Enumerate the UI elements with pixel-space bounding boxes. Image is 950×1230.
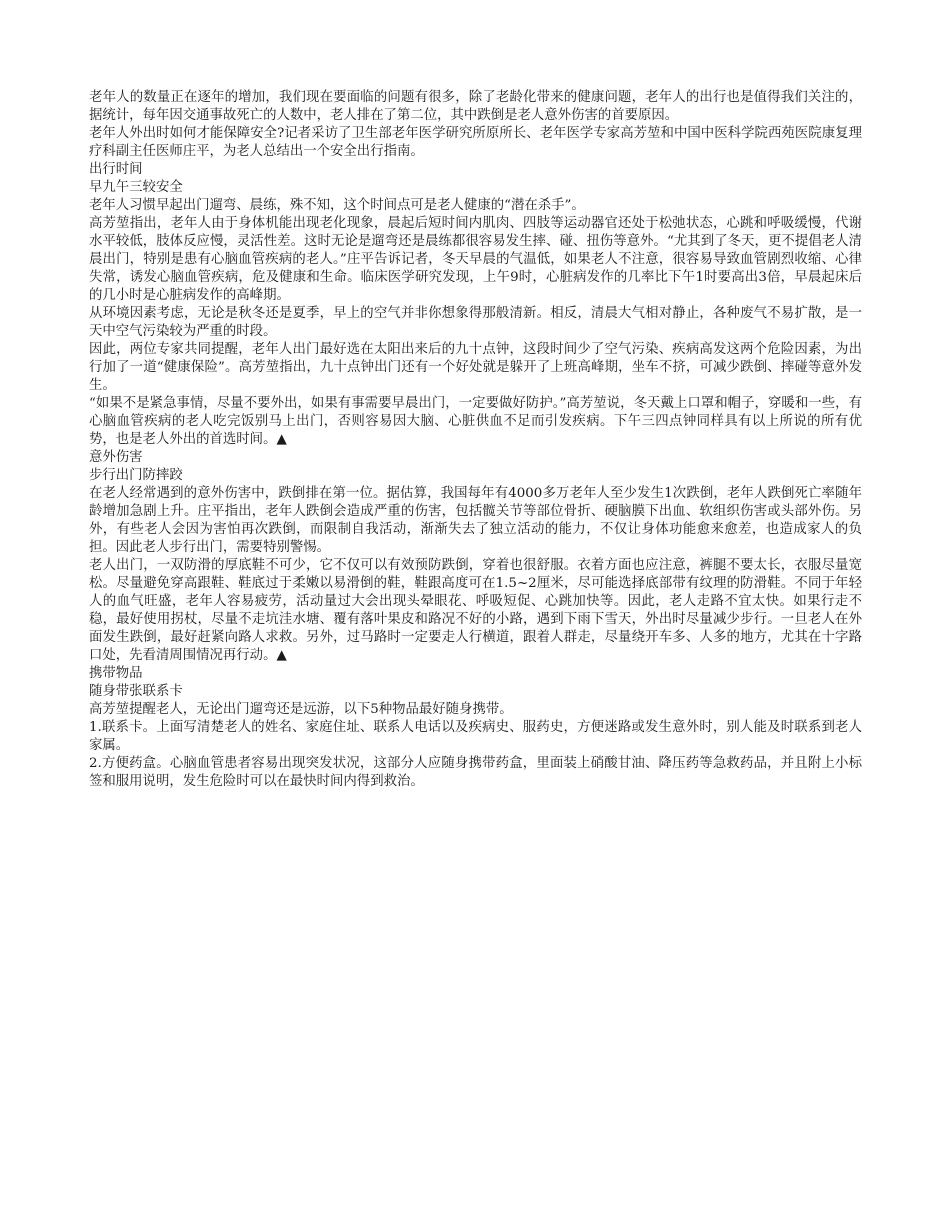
section-heading-accidents: 意外伤害 bbox=[89, 450, 143, 465]
intro-paragraph: 老年人的数量正在逐年的增加，我们现在要面临的问题有很多，除了老龄化带来的健康问题，老年人的出行也是值得我们关注的，据统计，每年因交通事故死亡的人数中，老人排在了第二位，其中跌倒是老人意外伤害的首要原因。 bbox=[89, 90, 862, 123]
section-heading-carry-items: 携带物品 bbox=[89, 666, 143, 681]
section-subheading-travel-time: 早九午三较安全 bbox=[89, 180, 183, 195]
section-heading-travel-time: 出行时间 bbox=[89, 162, 143, 177]
body-paragraph: 老年人习惯早起出门遛弯、晨练，殊不知，这个时间点可是老人健康的“潜在杀手”。 bbox=[89, 198, 585, 213]
section-subheading-accidents: 步行出门防摔跤 bbox=[89, 468, 183, 483]
list-item-medicine-box: 2.方便药盒。心脑血管患者容易出现突发状况，这部分人应随身携带药盒，里面装上硝酸甘油、降压药等急救药品，并且附上小标签和服用说明，发生危险时可以在最快时间内得到救治。 bbox=[89, 756, 862, 789]
intro-paragraph-2: 老年人外出时如何才能保障安全?记者采访了卫生部老年医学研究所原所长、老年医学专家高芳堃和中国中医科学院西苑医院康复理疗科副主任医师庄平，为老人总结出一个安全出行指南。 bbox=[89, 126, 862, 159]
body-paragraph: 因此，两位专家共同提醒，老年人出门最好选在太阳出来后的九十点钟，这段时间少了空气污染、疾病高发这两个危险因素，为出行加了一道“健康保险”。高芳堃指出，九十点钟出门还有一个好处就是躲开了上班高峰期，坐车不挤，可减少跌倒、摔碰等意外发生。 bbox=[89, 342, 862, 393]
body-paragraph: 在老人经常遇到的意外伤害中，跌倒排在第一位。据估算，我国每年有4000多万老年人至少发生1次跌倒，老年人跌倒死亡率随年龄增加急剧上升。庄平指出，老年人跌倒会造成严重的伤害，包括髋关节等部位骨折、硬脑膜下出血、软组织伤害或头部外伤。另外，有些老人会因为害怕再次跌倒，而限制自我活动，渐渐失去了独立活动的能力，不仅让身体功能愈来愈差，也造成家人的负担。因此老人步行出门，需要特别警惕。 bbox=[89, 486, 862, 555]
body-paragraph: “如果不是紧急事情，尽量不要外出，如果有事需要早晨出门，一定要做好防护。”高芳堃说，冬天戴上口罩和帽子，穿暖和一些，有心脑血管疾病的老人吃完饭别马上出门，否则容易因大脑、心脏供血不足而引发疾病。下午三四点钟同样具有以上所说的所有优势，也是老人外出的首选时间。▲ bbox=[89, 396, 862, 447]
body-paragraph: 高芳堃指出，老年人由于身体机能出现老化现象，晨起后短时间内肌肉、四肢等运动器官还处于松弛状态，心跳和呼吸缓慢，代谢水平较低，肢体反应慢，灵活性差。这时无论是遛弯还是晨练都很容易发生摔、碰、扭伤等意外。“尤其到了冬天，更不提倡老人清晨出门，特别是患有心脑血管疾病的老人。”庄平告诉记者，冬天早晨的气温低，如果老人不注意，很容易导致血管剧烈收缩、心律失常，诱发心脑血管疾病，危及健康和生命。临床医学研究发现，上午9时，心脏病发作的几率比下午1时要高出3倍，早晨起床后的几小时是心脏病发作的高峰期。 bbox=[89, 216, 862, 303]
body-paragraph: 从环境因素考虑，无论是秋冬还是夏季，早上的空气并非你想象得那般清新。相反，清晨大气相对静止，各种废气不易扩散，是一天中空气污染较为严重的时段。 bbox=[89, 306, 862, 339]
list-item-contact-card: 1.联系卡。上面写清楚老人的姓名、家庭住址、联系人电话以及疾病史、服药史，方便迷路或发生意外时，别人能及时联系到老人家属。 bbox=[89, 720, 862, 753]
body-paragraph: 高芳堃提醒老人，无论出门遛弯还是远游，以下5种物品最好随身携带。 bbox=[89, 702, 513, 717]
section-subheading-carry-items: 随身带张联系卡 bbox=[89, 684, 183, 699]
article-body bbox=[89, 89, 862, 791]
body-paragraph: 老人出门，一双防滑的厚底鞋不可少，它不仅可以有效预防跌倒，穿着也很舒服。衣着方面也应注意，裤腿不要太长，衣服尽量宽松。尽量避免穿高跟鞋、鞋底过于柔嫩以易滑倒的鞋，鞋跟高度可在1.5~2厘米，尽可能选择底部带有纹理的防滑鞋。不同于年轻人的血气旺盛，老年人容易疲劳，活动量过大会出现头晕眼花、呼吸短促、心跳加快等。因此，老人走路不宜太快。如果行走不稳，最好使用拐杖，尽量不走坑洼水塘、覆有落叶果皮和路况不好的小路，遇到下雨下雪天，外出时尽量减少步行。一旦老人在外面发生跌倒，最好赶紧向路人求救。另外，过马路时一定要走人行横道，跟着人群走，尽量绕开车多、人多的地方，尤其在十字路口处，先看清周围情况再行动。▲ bbox=[89, 558, 862, 663]
